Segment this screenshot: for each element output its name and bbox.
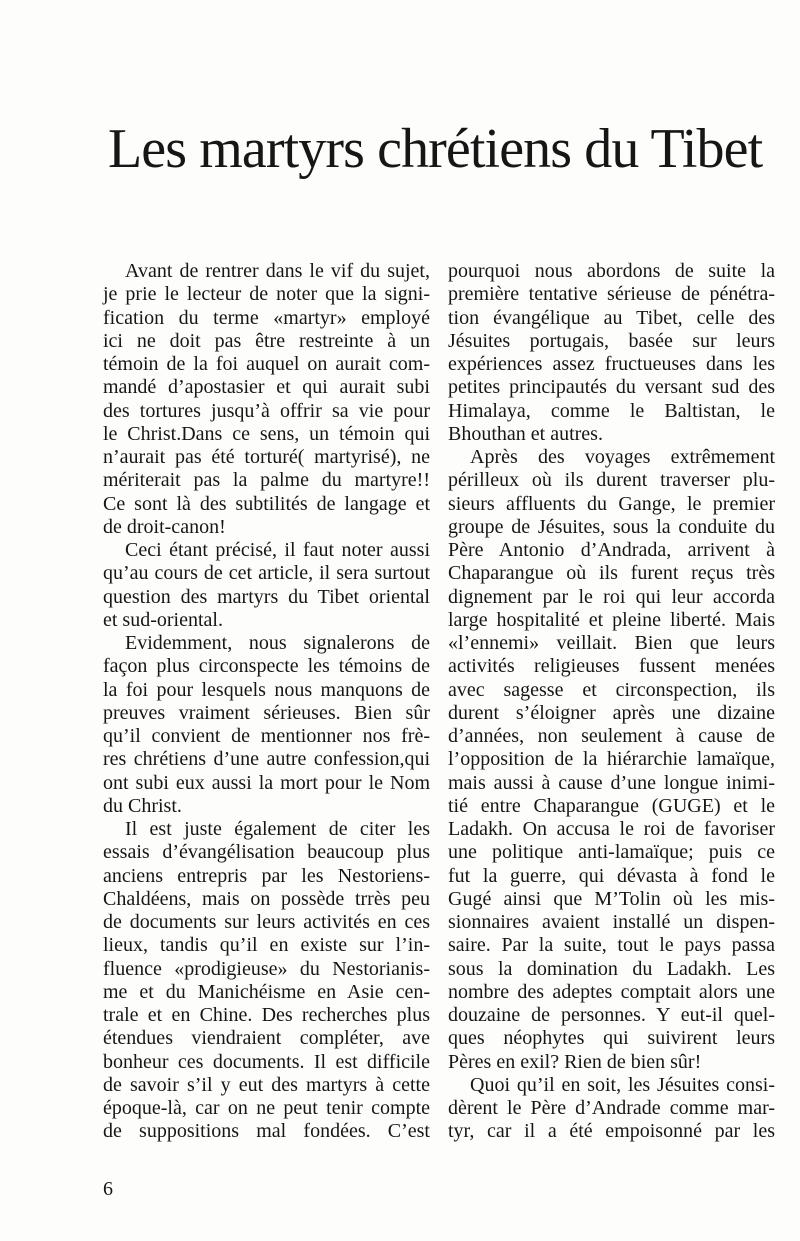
text-line: lieux, tandis qu’il en existe sur l’in- xyxy=(103,934,430,957)
text-line: Evidemment, nous signalerons de xyxy=(125,632,430,654)
text-line: de suppositions mal fondées. C’est xyxy=(103,1120,430,1143)
text-line: nombre des adeptes comptait alors une xyxy=(448,980,775,1003)
text-line: ques néophytes qui suivirent leurs xyxy=(448,1027,775,1050)
text-line: fication du terme «martyr» employé xyxy=(103,306,430,329)
text-line: petites principautés du versant sud des xyxy=(448,376,775,399)
text-line: des tortures jusqu’à offrir sa vie pour xyxy=(103,399,430,422)
text-line: anciens entrepris par les Nestoriens- xyxy=(103,864,430,887)
text-line: trale et en Chine. Des recherches plus xyxy=(103,1004,430,1026)
text-line: étendues viendraient compléter, ave xyxy=(103,1027,430,1050)
text-line: Jésuites portugais, basée sur leurs xyxy=(448,329,775,352)
text-line: «l’ennemi» veillait. Bien que leurs xyxy=(448,632,775,654)
page-number: 6 xyxy=(103,1178,113,1200)
text-line: l’opposition de la hiérarchie lamaïque, xyxy=(448,748,775,771)
text-line: question des martyrs du Tibet oriental xyxy=(103,585,430,608)
text-line: sous la domination du Ladakh. Les xyxy=(448,957,775,980)
text-line: Bhouthan et autres. xyxy=(448,422,603,445)
text-line: n’aurait pas été torturé( martyrisé), ne xyxy=(103,446,430,468)
text-line: du Christ. xyxy=(103,794,182,817)
text-line: bonheur ces documents. Il est difficile xyxy=(103,1050,430,1073)
text-line: et sud-oriental. xyxy=(103,608,223,631)
paragraph xyxy=(103,260,430,539)
text-line: qu’il convient de mentionner nos frè- xyxy=(103,725,430,747)
text-line: Pères en exil? Rien de bien sûr! xyxy=(448,1050,702,1073)
text-line: mériterait pas la palme du martyre!! xyxy=(103,469,430,492)
text-line: tyr, car il a été empoisonné par les xyxy=(448,1120,775,1143)
text-line: Himalaya, comme le Baltistan, le xyxy=(448,399,775,422)
text-line: première tentative sérieuse de pénétra- xyxy=(448,283,775,306)
text-line: tié entre Chaparangue (GUGE) et le xyxy=(448,794,775,817)
text-line: d’années, non seulement à cause de xyxy=(448,725,775,747)
text-line: activités religieuses fussent menées xyxy=(448,655,775,678)
text-line: mais aussi à cause d’une longue inimi- xyxy=(448,771,775,794)
page-title: Les martyrs chrétiens du Tibet xyxy=(108,118,763,180)
text-line: pourquoi nous abordons de suite la xyxy=(448,260,775,282)
text-line: Ce sont là des subtilités de langage et xyxy=(103,492,430,515)
paragraph xyxy=(448,446,775,1074)
text-line: expériences assez fructueuses dans les xyxy=(448,353,775,375)
text-line: de documents sur leurs activités en ces xyxy=(103,911,430,933)
text-line: Il est juste également de citer les xyxy=(125,818,430,840)
paragraph xyxy=(103,818,430,1144)
text-line: façon plus circonspecte les témoins de xyxy=(103,655,430,678)
text-line: la foi pour lesquels nous manquons de xyxy=(103,678,430,701)
paragraph xyxy=(103,539,430,632)
text-line: je prie le lecteur de noter que la signi- xyxy=(103,283,430,306)
text-line: essais d’évangélisation beaucoup plus xyxy=(103,841,430,864)
text-line: me et du Manichéisme en Asie cen- xyxy=(103,980,430,1003)
text-column-right xyxy=(448,260,775,1144)
text-line: une politique anti-lamaïque; puis ce xyxy=(448,841,775,864)
paragraph xyxy=(103,632,430,818)
text-line: périlleux où ils durent traverser plu- xyxy=(448,469,775,492)
text-line: mandé d’apostasier et qui aurait subi xyxy=(103,376,430,399)
text-line: Quoi qu’il en soit, les Jésuites consi- xyxy=(470,1073,775,1096)
text-line: preuves vraiment sérieuses. Bien sûr xyxy=(103,701,430,724)
text-line: témoin de la foi auquel on aurait com- xyxy=(103,353,430,375)
text-line: Après des voyages extrêmement xyxy=(470,446,775,468)
text-line: Chaldéens, mais on possède trrès peu xyxy=(103,887,430,910)
paragraph xyxy=(448,260,775,446)
text-line: large hospitalité et pleine liberté. Mais xyxy=(448,608,775,631)
text-line: de droit-canon! xyxy=(103,515,226,538)
text-line: Ceci étant précisé, il faut noter aussi xyxy=(125,539,430,561)
text-line: Avant de rentrer dans le vif du sujet, xyxy=(125,260,430,282)
text-line: Père Antonio d’Andrada, arrivent à xyxy=(448,539,775,561)
text-line: dèrent le Père d’Andrade comme mar- xyxy=(448,1097,775,1119)
text-line: groupe de Jésuites, sous la conduite du xyxy=(448,515,775,538)
text-line: Gugé ainsi que M’Tolin où les mis- xyxy=(448,887,775,910)
paragraph xyxy=(448,1074,775,1144)
text-line: fluence «prodigieuse» du Nestorianis- xyxy=(103,957,430,980)
text-line: sionnaires avaient installé un dispen- xyxy=(448,911,775,933)
text-line: époque-là, car on ne peut tenir compte xyxy=(103,1097,430,1119)
text-line: tion évangélique au Tibet, celle des xyxy=(448,306,775,329)
text-line: douzaine de personnes. Y eut-il quel- xyxy=(448,1004,775,1026)
text-line: ont subi eux aussi la mort pour le Nom xyxy=(103,771,430,794)
text-line: durent s’éloigner après une dizaine xyxy=(448,701,775,724)
text-line: saire. Par la suite, tout le pays passa xyxy=(448,934,775,957)
text-line: fut la guerre, qui dévasta à fond le xyxy=(448,864,775,887)
text-column-left xyxy=(103,260,430,1144)
text-line: de savoir s’il y eut des martyrs à cette xyxy=(103,1073,430,1096)
text-line: Ladakh. On accusa le roi de favoriser xyxy=(448,818,775,840)
text-line: ici ne doit pas être restreinte à un xyxy=(103,329,430,352)
text-line: sieurs affluents du Gange, le premier xyxy=(448,492,775,515)
text-line: le Christ.Dans ce sens, un témoin qui xyxy=(103,422,430,445)
text-line: qu’au cours de cet article, il sera surtout xyxy=(103,562,430,585)
text-line: avec sagesse et circonspection, ils xyxy=(448,678,775,701)
text-line: dignement par le roi qui leur accorda xyxy=(448,585,775,608)
text-line: Chaparangue où ils furent reçus très xyxy=(448,562,775,585)
text-line: res chrétiens d’une autre confession,qui xyxy=(103,748,430,771)
